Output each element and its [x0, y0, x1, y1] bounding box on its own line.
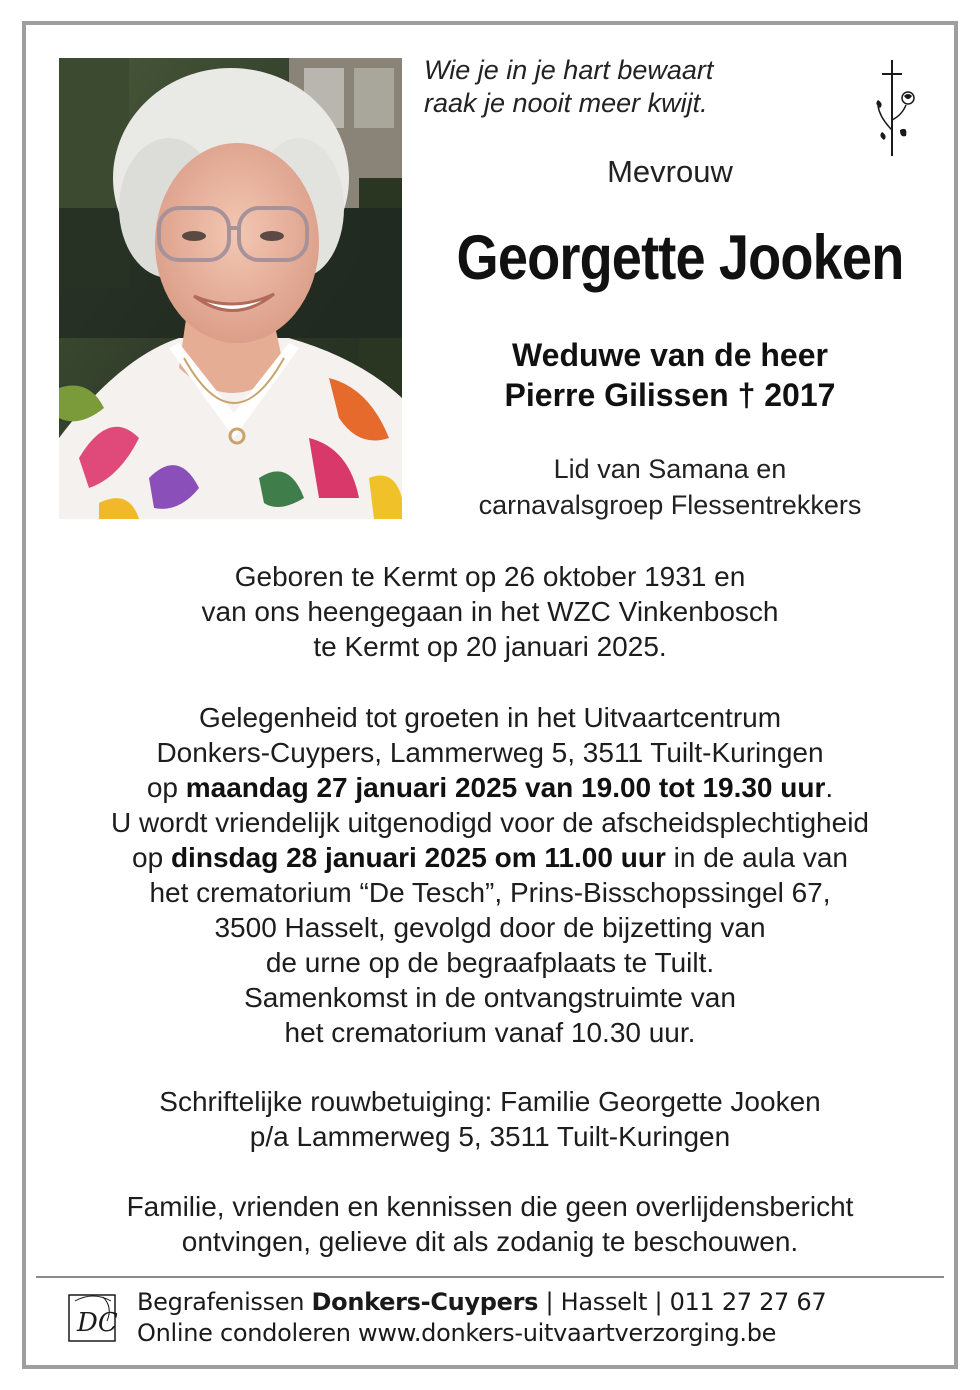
ceremony-datetime: dinsdag 28 januari 2025 om 11.00 uur	[170, 842, 666, 873]
condolence-address	[40, 1084, 940, 1154]
membership-line-2: carnavalsgroep Flessentrekkers	[478, 490, 862, 520]
footer-divider	[36, 1276, 944, 1278]
farewell-line-5	[40, 840, 940, 875]
funeral-details-paragraph	[40, 700, 940, 1050]
membership	[420, 451, 920, 523]
footer-website-link[interactable]: www.donkers-uitvaartverzorging.be	[358, 1319, 777, 1347]
salutation: Mevrouw	[607, 154, 733, 189]
funeral-home-logo	[67, 1291, 119, 1345]
farewell-line-6: het crematorium “De Tesch”, Prins-Bisschopssingel 67,	[149, 877, 831, 908]
portrait-photo	[59, 58, 402, 519]
footer-phone: 011 27 27 67	[669, 1288, 827, 1316]
footer-city: Hasselt	[560, 1288, 648, 1316]
family-notice	[40, 1189, 940, 1259]
footer-sep-2: |	[647, 1288, 670, 1316]
logo-text: DC	[77, 1308, 118, 1338]
quote	[424, 54, 824, 120]
footer	[137, 1287, 927, 1349]
born-line-2: van ons heengegaan in het WZC Vinkenbosch	[201, 596, 779, 627]
farewell-line-4: U wordt vriendelijk uitgenodigd voor de afscheidsplechtigheid	[110, 807, 869, 838]
widow-line-1: Weduwe van de heer	[512, 337, 828, 373]
family-line-1: Familie, vrienden en kennissen die geen overlijdensbericht	[126, 1191, 854, 1222]
footer-sep-1: |	[538, 1288, 561, 1316]
footer-company: Donkers-Cuypers	[311, 1288, 539, 1316]
born-line-3: te Kermt op 20 januari 2025.	[313, 631, 667, 662]
footer-online-label: Online condoleren	[137, 1319, 359, 1347]
farewell-line-8: de urne op de begraafplaats te Tuilt.	[265, 947, 715, 978]
footer-online-row	[137, 1318, 927, 1349]
farewell-line-10: het crematorium vanaf 10.30 uur.	[284, 1017, 696, 1048]
widow-of	[420, 335, 920, 415]
born-line-1: Geboren te Kermt op 26 oktober 1931 en	[234, 561, 746, 592]
quote-line-2: raak je nooit meer kwijt.	[424, 88, 708, 118]
farewell-line-9: Samenkomst in de ontvangstruimte van	[244, 982, 736, 1013]
farewell-line-1: Gelegenheid tot groeten in het Uitvaartcentrum	[198, 702, 782, 733]
quote-line-1: Wie je in je hart bewaart	[424, 55, 714, 85]
footer-company-row	[137, 1287, 927, 1318]
family-line-2: ontvingen, gelieve dit als zodanig te beschouwen.	[181, 1226, 799, 1257]
deceased-name: Georgette Jooken	[456, 223, 904, 293]
visitation-datetime: maandag 27 januari 2025 van 19.00 tot 19.30 uur	[185, 772, 826, 803]
widow-line-2: Pierre Gilissen † 2017	[504, 377, 836, 413]
birth-death-paragraph	[40, 559, 940, 664]
farewell-line-3-post: .	[825, 772, 834, 803]
farewell-line-2: Donkers-Cuypers, Lammerweg 5, 3511 Tuilt-Kuringen	[156, 737, 824, 768]
condolence-line-1: Schriftelijke rouwbetuiging: Familie Georgette Jooken	[159, 1086, 821, 1117]
membership-line-1: Lid van Samana en	[553, 454, 787, 484]
farewell-line-5-post: in de aula van	[665, 842, 848, 873]
farewell-line-3	[40, 770, 940, 805]
condolence-line-2: p/a Lammerweg 5, 3511 Tuilt-Kuringen	[249, 1121, 731, 1152]
farewell-line-3-pre: op	[146, 772, 186, 803]
farewell-line-7: 3500 Hasselt, gevolgd door de bijzetting van	[214, 912, 766, 943]
cross-with-rose-icon	[872, 60, 922, 160]
footer-prefix: Begrafenissen	[137, 1288, 312, 1316]
farewell-line-5-pre: op	[132, 842, 171, 873]
